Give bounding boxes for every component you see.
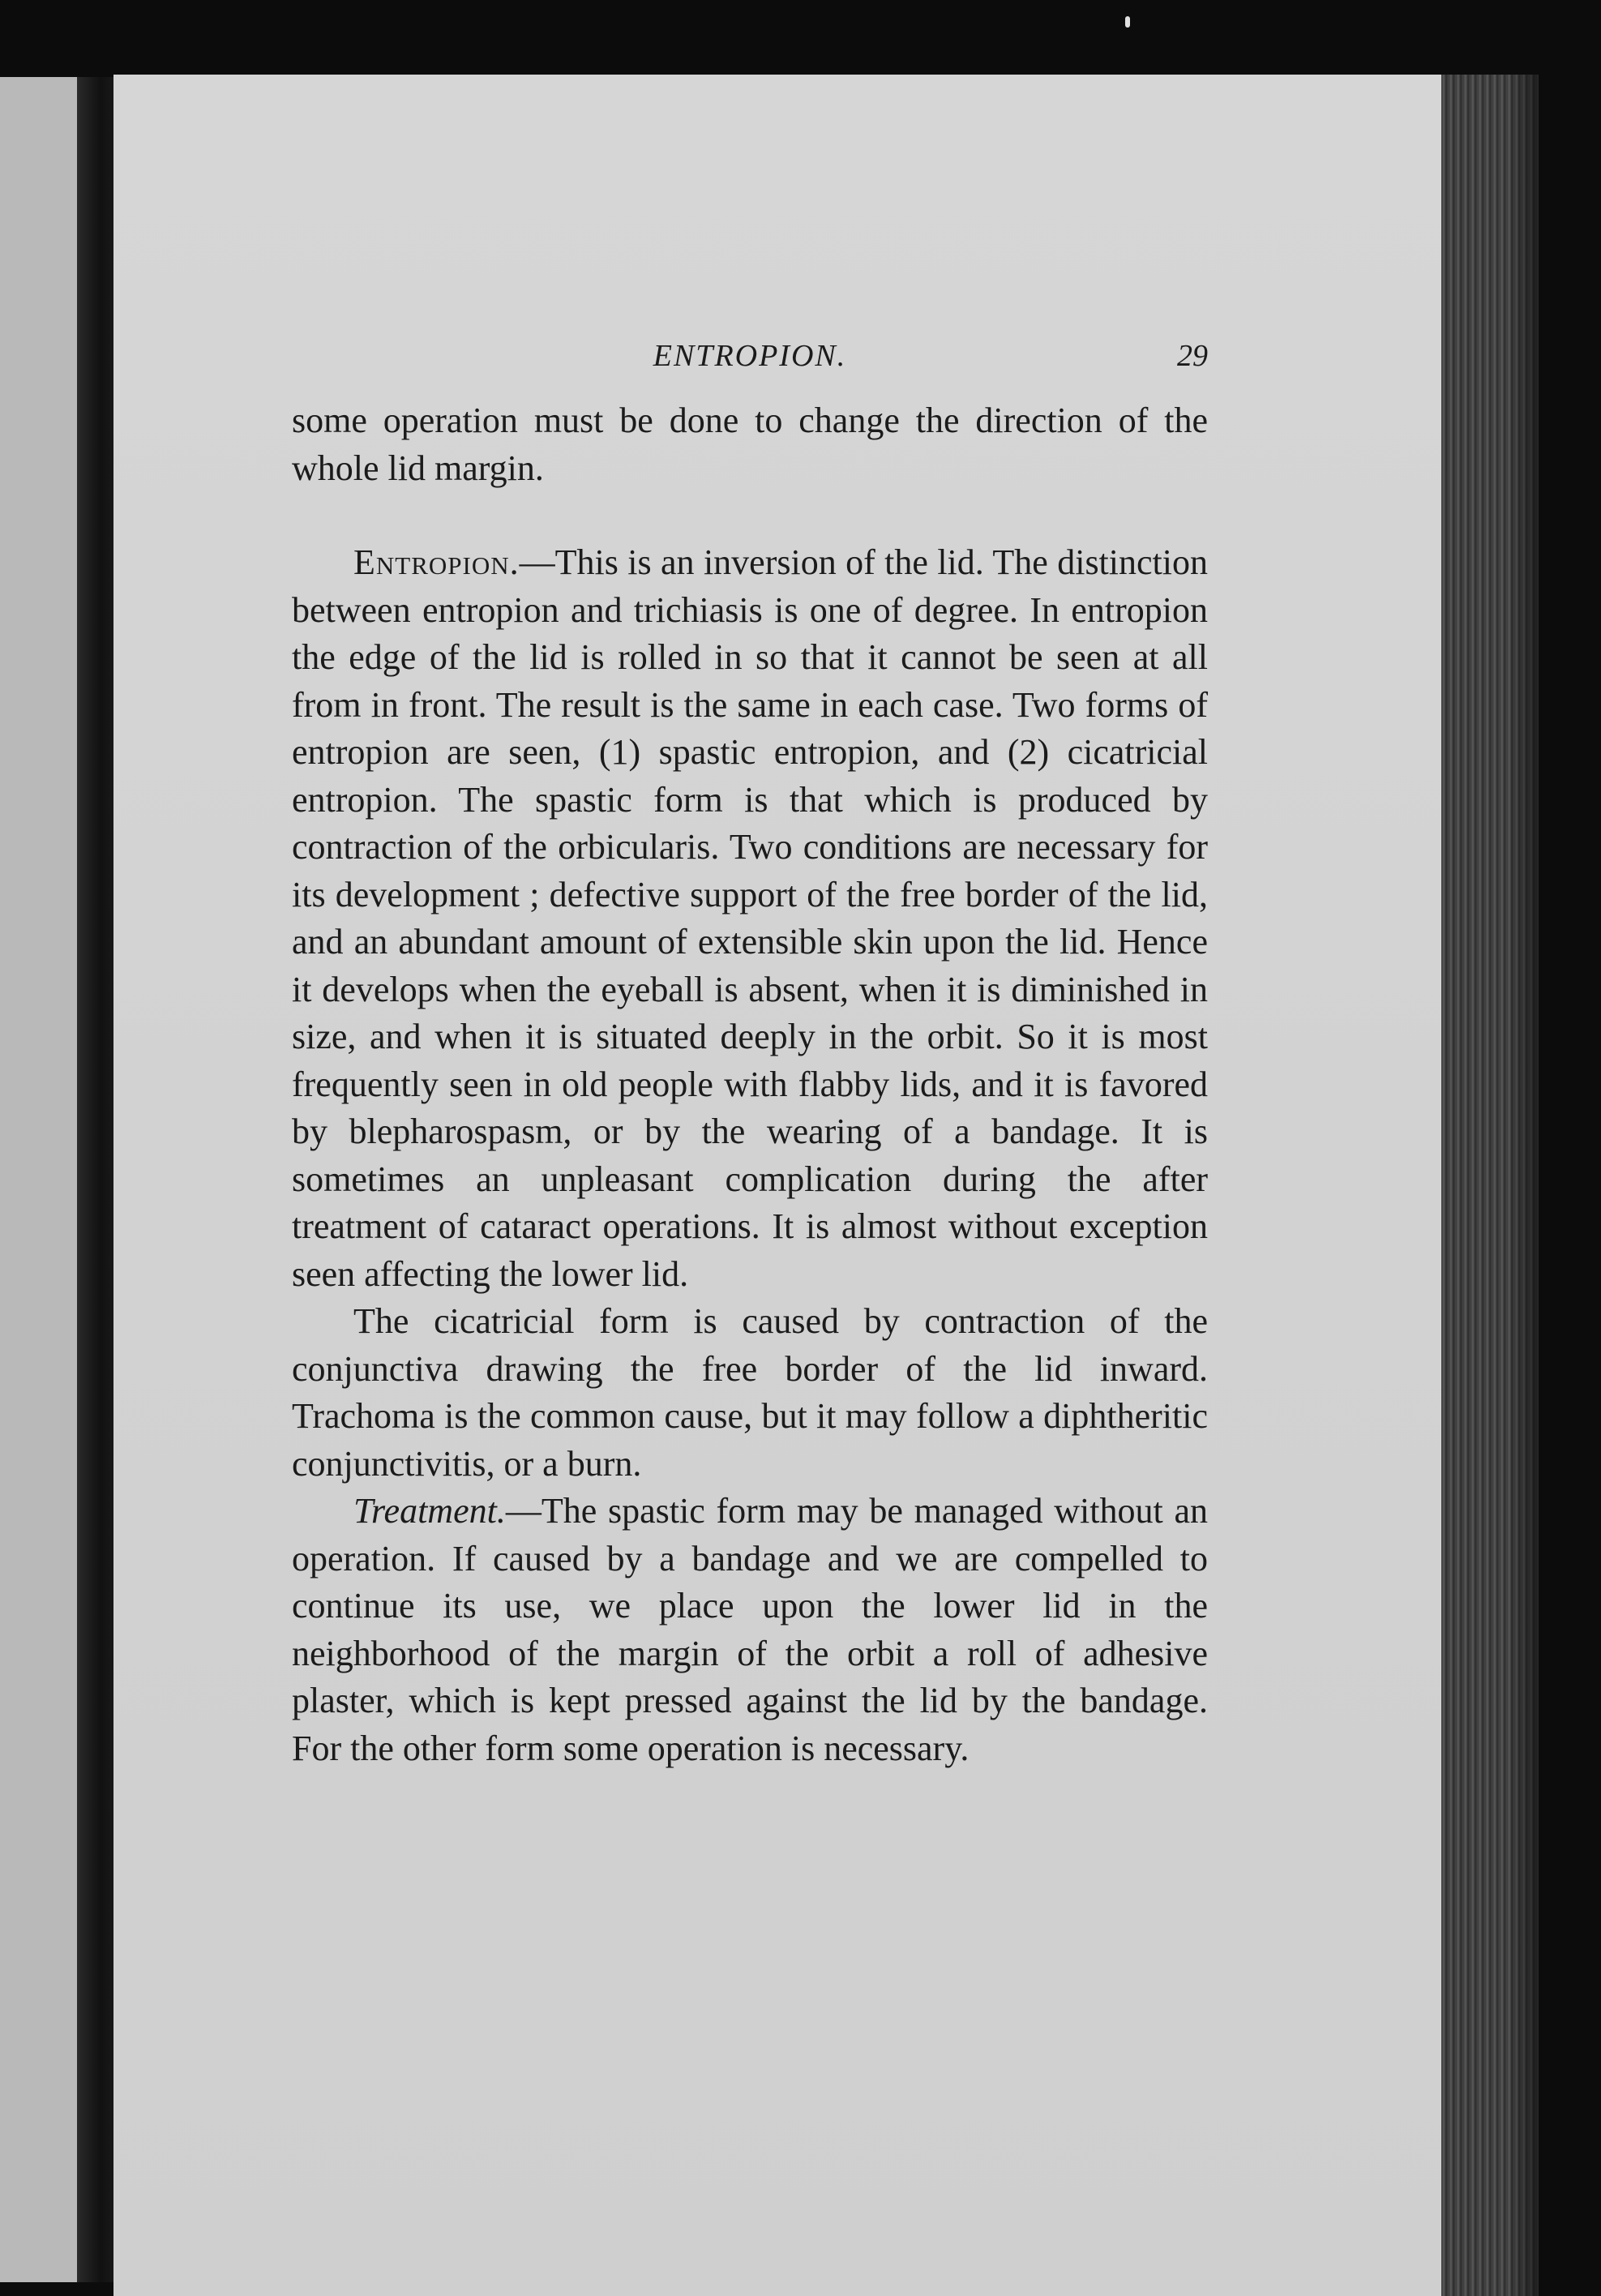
- paragraph-entropion: [292, 539, 1208, 1298]
- paragraph-text: The cicatricial form is caused by contraction of the conjunctiva drawing the free border of the lid inward. Trachoma is the common cause, but it may follow a diphtheritic conjunctivitis, or a burn.: [292, 1301, 1208, 1484]
- page-number: 29: [1177, 339, 1208, 373]
- dust-speck: [1125, 16, 1130, 28]
- paragraph-text: —The spastic form may be managed without an operation. If caused by a bandage and we are compelled to continue its use, we place upon the lower lid in the neighborhood of the margin of the orbit a roll of adhesive plaster, which is kept pressed against the lid by the bandage. For the other form some operation is necessary.: [292, 1491, 1208, 1768]
- page-stack-shadow: [1508, 75, 1556, 2296]
- facing-page-edge: [0, 77, 81, 2282]
- running-head: [292, 332, 1208, 397]
- book-gutter: [77, 77, 116, 2282]
- paragraph-text: —This is an inversion of the lid. The distinction between entropion and trichiasis is one of degree. In entropion the edge of the lid is rolled in so that it cannot be seen at all from in front. The result is the same in each case. Two forms of entropion are seen, (1) spastic entropion, and (2) cicatricial entropion. The spastic form is that which is produced by contraction of the orbicularis. Two conditions are necessary for its development ; defective support of the free border of the lid, and an abundant amount of extensible skin upon the lid. Hence it develops when the eyeball is absent, when it is diminished in size, and when it is situated deeply in the orbit. So it is most frequently seen in old people with flabby lids, and it is favored by blepharospasm, or by the wearing of a bandage. It is sometimes an unpleasant complication during the after treatment of cataract operations. It is almost without exception seen affecting the lower lid.: [292, 542, 1208, 1294]
- section-heading: Entropion.: [353, 542, 520, 582]
- paragraph-cicatricial: [292, 1298, 1208, 1488]
- paragraph-text: some operation must be done to change the direction of the whole lid margin.: [292, 401, 1208, 488]
- running-head-title: ENTROPION.: [653, 339, 847, 373]
- paragraph-treatment: [292, 1488, 1208, 1772]
- paragraph-continuation: [292, 397, 1208, 492]
- section-heading: Treatment.: [353, 1491, 506, 1531]
- page-text: [292, 332, 1208, 1772]
- section-gap: [292, 492, 1208, 539]
